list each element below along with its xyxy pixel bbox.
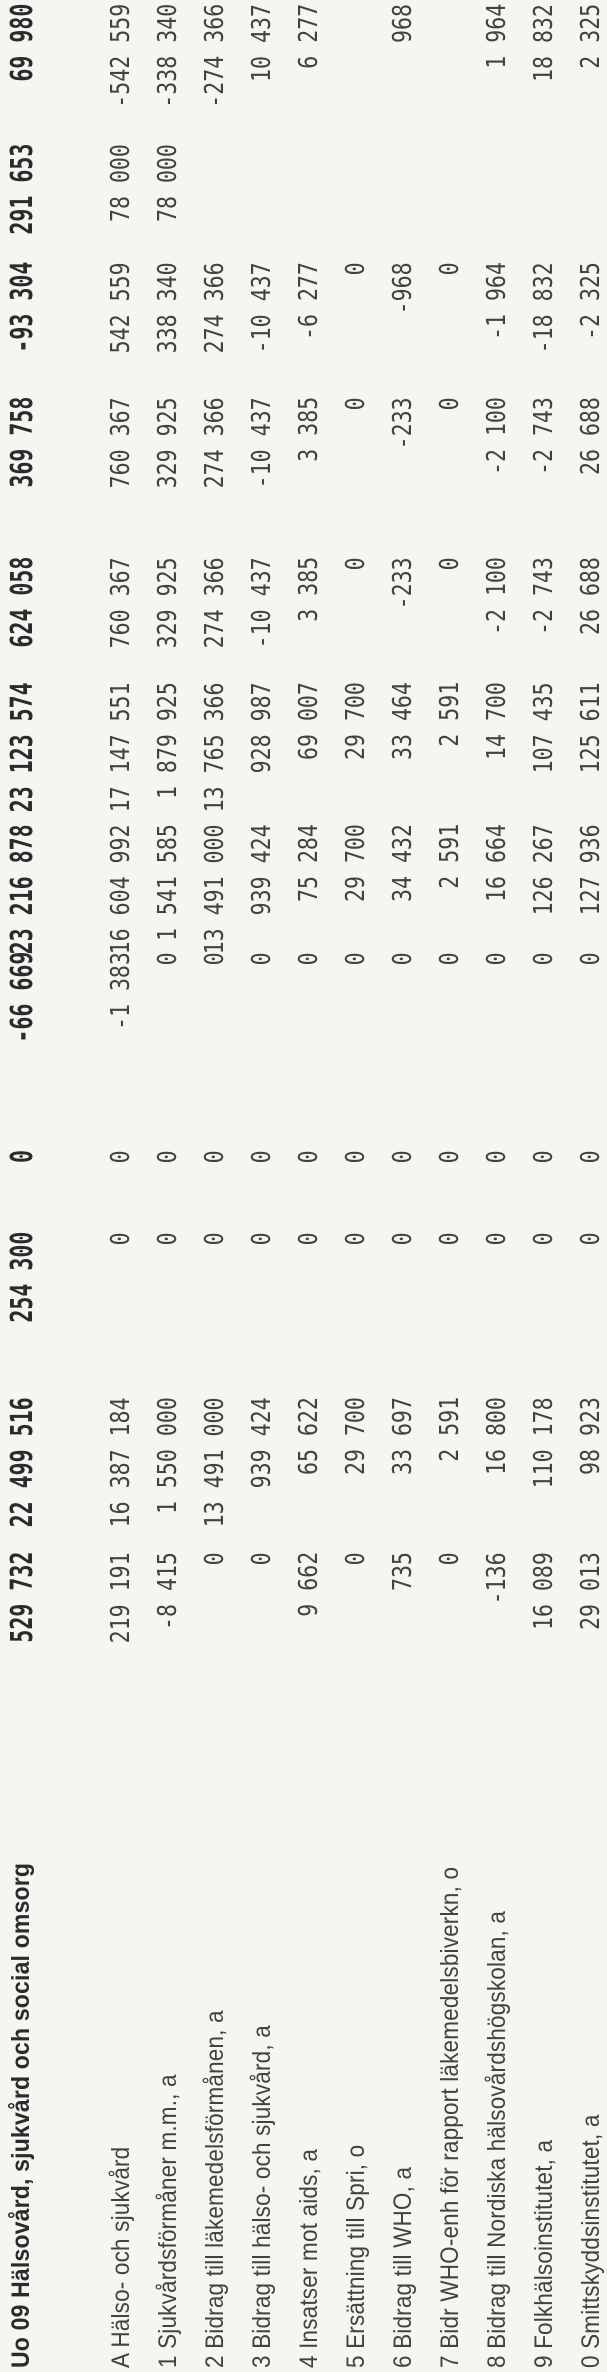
table-cell: 16 089 <box>529 1552 559 1630</box>
table-cell: 0 <box>106 1232 136 1245</box>
table-cell: 3 385 <box>294 397 324 462</box>
row-label: 5 Ersättning till Spri, o <box>342 2144 370 2368</box>
table-cell: 0 <box>435 1232 465 1245</box>
table-cell: 16 664 <box>482 824 512 902</box>
table-cell: 0 <box>153 952 183 965</box>
table-cell: 0 <box>435 1150 465 1163</box>
table-cell: 6 277 <box>294 4 324 69</box>
table-cell: 17 147 551 <box>106 682 136 812</box>
table-title: Uo 09 Hälsovård, sjukvård och social omsorg <box>7 1862 35 2368</box>
table-cell: 0 <box>341 397 371 410</box>
table-cell: 0 <box>435 262 465 275</box>
table-cell: 0 <box>247 952 277 965</box>
table-cell: 928 987 <box>247 682 277 773</box>
table-cell: 760 367 <box>106 557 136 648</box>
table-cell: -1 964 <box>482 262 512 340</box>
table-cell: -10 437 <box>247 397 277 488</box>
table-cell: 0 <box>247 1232 277 1245</box>
table-cell: -2 743 <box>529 397 559 475</box>
table-cell: 0 <box>294 1232 324 1245</box>
table-cell: 127 936 <box>576 824 606 915</box>
table-cell: 329 925 <box>153 397 183 488</box>
table-cell: 0 <box>482 1232 512 1245</box>
table-cell: 0 <box>341 1232 371 1245</box>
table-cell: -338 340 <box>153 4 183 108</box>
table-cell: 9 662 <box>294 1552 324 1617</box>
table-cell: 16 800 <box>482 1397 512 1475</box>
table-cell: 760 367 <box>106 397 136 488</box>
table-cell: 0 <box>576 952 606 965</box>
table-cell: 0 <box>200 1232 230 1245</box>
table-cell: -1 383 <box>106 952 136 1030</box>
row-label: 2 Bidrag till läkemedelsförmånen, a <box>201 2010 229 2368</box>
table-cell: 75 284 <box>294 824 324 902</box>
row-label: 8 Bidrag till Nordiska hälsovårdshögskolan, a <box>483 1910 511 2368</box>
table-cell: 29 013 <box>576 1552 606 1630</box>
column-header: -93 304 <box>5 262 40 354</box>
table-cell: -136 <box>482 1552 512 1604</box>
table-cell: 2 591 <box>435 682 465 747</box>
table-cell: 0 <box>576 1232 606 1245</box>
table-cell: 542 559 <box>106 262 136 353</box>
table-cell: 98 923 <box>576 1397 606 1475</box>
table-cell: -542 559 <box>106 4 136 108</box>
table-cell: -10 437 <box>247 262 277 353</box>
table-cell: -2 100 <box>482 397 512 475</box>
table-cell: 0 <box>529 1150 559 1163</box>
column-header: 529 732 <box>5 1552 40 1644</box>
table-cell: 2 591 <box>435 824 465 889</box>
table-cell: 18 832 <box>529 4 559 82</box>
row-label: A Hälso- och sjukvård <box>107 2146 135 2368</box>
table-cell: 13 491 000 <box>200 824 230 954</box>
table-cell: 0 <box>576 1150 606 1163</box>
table-cell: -274 366 <box>200 4 230 108</box>
table-cell: 13 765 366 <box>200 682 230 812</box>
table-cell: 0 <box>529 1232 559 1245</box>
table-cell: 14 700 <box>482 682 512 760</box>
column-header: 624 058 <box>5 557 40 649</box>
table-cell: 0 <box>388 1150 418 1163</box>
table-cell: 219 191 <box>106 1552 136 1643</box>
table-cell: 0 <box>435 557 465 570</box>
table-cell: 0 <box>153 1232 183 1245</box>
table-cell: 33 697 <box>388 1397 418 1475</box>
table-cell: 274 366 <box>200 557 230 648</box>
table-cell: 0 <box>388 952 418 965</box>
table-cell: 939 424 <box>247 1397 277 1488</box>
table-cell: 26 688 <box>576 397 606 475</box>
table-cell: -233 <box>388 397 418 449</box>
column-header: 291 653 <box>5 144 40 236</box>
table-cell: 3 385 <box>294 557 324 622</box>
row-label: 0 Smittskyddsinstitutet, a <box>577 2114 605 2368</box>
row-label: 9 Folkhälsoinstitutet, a <box>530 2139 558 2368</box>
table-cell: 65 622 <box>294 1397 324 1475</box>
table-cell: -233 <box>388 557 418 609</box>
table-cell: 735 <box>388 1552 418 1591</box>
column-header: 0 <box>5 1150 40 1164</box>
table-cell: 0 <box>200 952 230 965</box>
table-cell: -2 325 <box>576 262 606 340</box>
table-cell: 0 <box>341 1552 371 1565</box>
table-cell: 1 550 000 <box>153 1397 183 1514</box>
table-cell: 0 <box>341 1150 371 1163</box>
table-cell: -2 100 <box>482 557 512 635</box>
table-cell: 69 007 <box>294 682 324 760</box>
table-cell: 78 000 <box>106 144 136 222</box>
row-label: 4 Insatser mot aids, a <box>295 2148 323 2368</box>
table-cell: 126 267 <box>529 824 559 915</box>
table-cell: 0 <box>341 262 371 275</box>
table-cell: 0 <box>247 1150 277 1163</box>
column-header: 369 758 <box>5 397 40 489</box>
table-cell: 2 325 <box>576 4 606 69</box>
table-cell: 78 000 <box>153 144 183 222</box>
table-cell: 0 <box>341 952 371 965</box>
table-cell: 29 700 <box>341 682 371 760</box>
table-cell: 0 <box>294 952 324 965</box>
table-cell: 16 604 992 <box>106 824 136 954</box>
table-cell: 338 340 <box>153 262 183 353</box>
table-cell: 33 464 <box>388 682 418 760</box>
table-cell: -18 832 <box>529 262 559 353</box>
table-cell: 107 435 <box>529 682 559 773</box>
table-cell: 16 387 184 <box>106 1397 136 1527</box>
table-cell: -10 437 <box>247 557 277 648</box>
table-cell: 0 <box>435 952 465 965</box>
table-cell: 0 <box>482 1150 512 1163</box>
column-header: -66 669 <box>5 952 40 1044</box>
column-header: 69 980 <box>5 4 40 83</box>
table-cell: -968 <box>388 262 418 314</box>
table-cell: 26 688 <box>576 557 606 635</box>
table-cell: 0 <box>153 1150 183 1163</box>
table-cell: 939 424 <box>247 824 277 915</box>
table-cell: 2 591 <box>435 1397 465 1462</box>
table-cell: -2 743 <box>529 557 559 635</box>
row-label: 7 Bidr WHO-enh för rapport läkemedelsbiverkn, o <box>436 1866 464 2368</box>
column-header: 23 216 878 <box>5 824 40 955</box>
table-cell: 0 <box>435 1552 465 1565</box>
table-cell: 125 611 <box>576 682 606 773</box>
table-cell: 329 925 <box>153 557 183 648</box>
row-label: 3 Bidrag till hälso- och sjukvård, a <box>248 2025 276 2368</box>
row-label: 6 Bidrag till WHO, a <box>389 2166 417 2368</box>
table-cell: 29 700 <box>341 1397 371 1475</box>
table-cell: 0 <box>200 1150 230 1163</box>
table-cell: 0 <box>200 1552 230 1565</box>
table-cell: 1 964 <box>482 4 512 69</box>
table-cell: -8 415 <box>153 1552 183 1630</box>
table-cell: -6 277 <box>294 262 324 340</box>
column-header: 22 499 516 <box>5 1397 40 1528</box>
table-cell: 0 <box>388 1232 418 1245</box>
table-cell: 13 491 000 <box>200 1397 230 1527</box>
table-cell: 0 <box>247 1552 277 1565</box>
table-cell: 0 <box>341 557 371 570</box>
table-cell: 29 700 <box>341 824 371 902</box>
table-cell: 1 879 925 <box>153 682 183 799</box>
table-cell: 274 366 <box>200 262 230 353</box>
table-cell: 0 <box>435 397 465 410</box>
table-cell: 0 <box>482 952 512 965</box>
column-header: 23 123 574 <box>5 682 40 813</box>
column-header: 254 300 <box>5 1232 40 1324</box>
table-cell: 0 <box>529 952 559 965</box>
table-cell: 10 437 <box>247 4 277 82</box>
table-cell: 0 <box>106 1150 136 1163</box>
row-label: 1 Sjukvårdsförmåner m.m., a <box>154 2074 182 2368</box>
table-cell: 1 541 585 <box>153 824 183 941</box>
table-cell: 34 432 <box>388 824 418 902</box>
table-cell: 968 <box>388 4 418 43</box>
table-cell: 110 178 <box>529 1397 559 1488</box>
table-cell: 0 <box>294 1150 324 1163</box>
table-cell: 274 366 <box>200 397 230 488</box>
